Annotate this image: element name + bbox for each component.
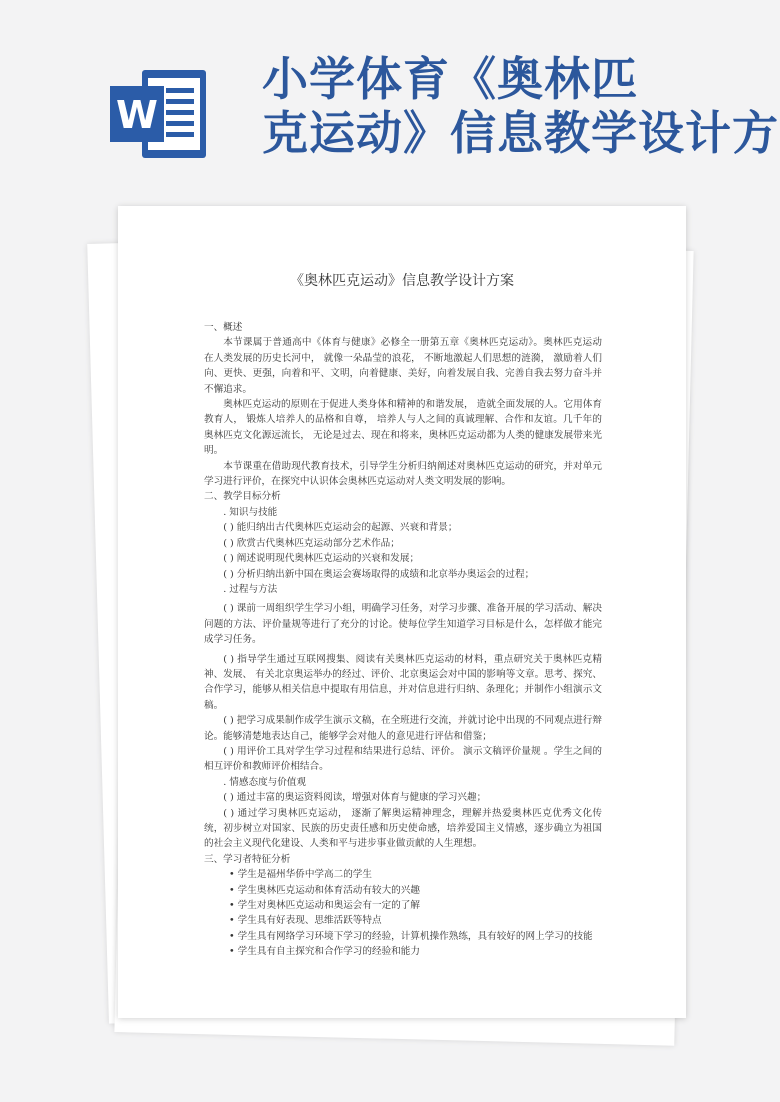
paragraph: ( ) 指导学生通过互联网搜集、阅读有关奥林匹克运动的材料，重点研究关于奥林匹克精神、发展、 有关北京奥运举办的经过、评价、北京奥运会对中国的影响等文章。思考、探究、合作学习，能够从相关信息中提取有用信息，并对信息进行归纳、条理化；并制作小组演示文稿。	[204, 653, 602, 711]
bullet-item: • 学生对奥林匹克运动和奥运会有一定的了解	[228, 900, 420, 912]
paragraph: ( ) 把学习成果制作成学生演示文稿，在全班进行交流，并就讨论中出现的不同观点进行辩论。能够清楚地表达自己，能够学会对他人的意见进行评估和借鉴；	[204, 715, 602, 742]
section-heading: 二、教学目标分析	[204, 491, 281, 503]
paragraph: ( ) 通过学习奥林匹克运动， 逐渐了解奥运精神理念，理解并热爱奥林匹克优秀文化传统，初步树立对国家、民族的历史责任感和历史使命感，培养爱国主义情感，逐步确立为祖国的社会主义现代化建设、人类和平与进步事业做贡献的人生理想。	[204, 807, 602, 850]
list-item: ( ) 欣赏古代奥林匹克运动部分艺术作品；	[223, 537, 400, 549]
list-item: ( ) 分析归纳出新中国在奥运会赛场取得的成绩和北京举办奥运会的过程；	[223, 568, 535, 580]
bullet-item: • 学生奥林匹克运动和体育活动有较大的兴趣	[228, 884, 420, 896]
document-page	[118, 206, 686, 1018]
paragraph: ( ) 用评价工具对学生学习过程和结果进行总结、评价。 演示文稿评价量规 。学生之间的相互评价和教师评价相结合。	[204, 745, 602, 773]
bullet-item: • 学生具有网络学习环境下学习的经验，计算机操作熟练，具有较好的网上学习的技能	[228, 930, 593, 942]
paragraph: 奥林匹克运动的原则在于促进人类身体和精神的和谐发展， 造就全面发展的人。它用体育教育人， 锻炼人培养人的品格和自尊， 培养人与人之间的真诚理解、合作和友谊。几千年的奥林匹克文化源远流长， 无论是过去、现在和将来，奥林匹克运动都为人类的健康发展带来光明。	[204, 399, 602, 457]
banner-title-line-1: 小学体育《奥林匹	[262, 52, 638, 106]
bullet-item: • 学生具有自主探究和合作学习的经验和能力	[228, 946, 420, 958]
banner-title-line-2: 克运动》信息教学设计方	[262, 106, 779, 160]
word-icon-letter: W	[116, 93, 158, 137]
word-document-icon	[108, 66, 208, 162]
paragraph: ( ) 课前一周组织学生学习小组，明确学习任务，对学习步骤、准备开展的学习活动、解决问题的方法、评价量规等进行了充分的讨论。使每位学生知道学习目标是什么，怎样做才能完成学习任务。	[204, 603, 602, 646]
section-heading: 一、概述	[204, 322, 243, 333]
subsection-heading: . 情感态度与价值观	[223, 776, 307, 788]
document-body	[204, 320, 602, 960]
bullet-item: • 学生具有好表现、思维活跃等特点	[228, 915, 382, 927]
banner-title	[262, 52, 780, 172]
list-item: ( ) 通过丰富的奥运资料阅读，增强对体育与健康的学习兴趣；	[223, 792, 487, 804]
subsection-heading: . 过程与方法	[223, 583, 278, 595]
section-heading: 三、学习者特征分析	[204, 853, 291, 865]
subsection-heading: . 知识与技能	[223, 506, 278, 518]
list-item: ( ) 阐述说明现代奥林匹克运动的兴衰和发展；	[223, 553, 420, 565]
bullet-item: • 学生是福州华侨中学高二的学生	[228, 869, 372, 881]
paragraph: 本节课重在借助现代教育技术，引导学生分析归纳阐述对奥林匹克运动的研究，并对单元学习进行评价，在探究中认识体会奥林匹克运动对人类文明发展的影响。	[204, 460, 602, 488]
document-title: 《奥林匹克运动》信息教学设计方案	[290, 273, 514, 289]
paragraph: 本节课属于普通高中《体育与健康》必修全一册第五章《奥林匹克运动》。奥林匹克运动在人类发展的历史长河中， 就像一朵晶莹的浪花， 不断地激起人们思想的涟漪， 激励着人们向、更快、更强，向着和平、文明，向着健康、美好，向着发展自我、完善自我去努力奋斗并不懈追求。	[204, 337, 602, 395]
header-banner	[0, 0, 780, 200]
list-item: ( ) 能归纳出古代奥林匹克运动会的起源、兴衰和背景；	[223, 522, 458, 534]
